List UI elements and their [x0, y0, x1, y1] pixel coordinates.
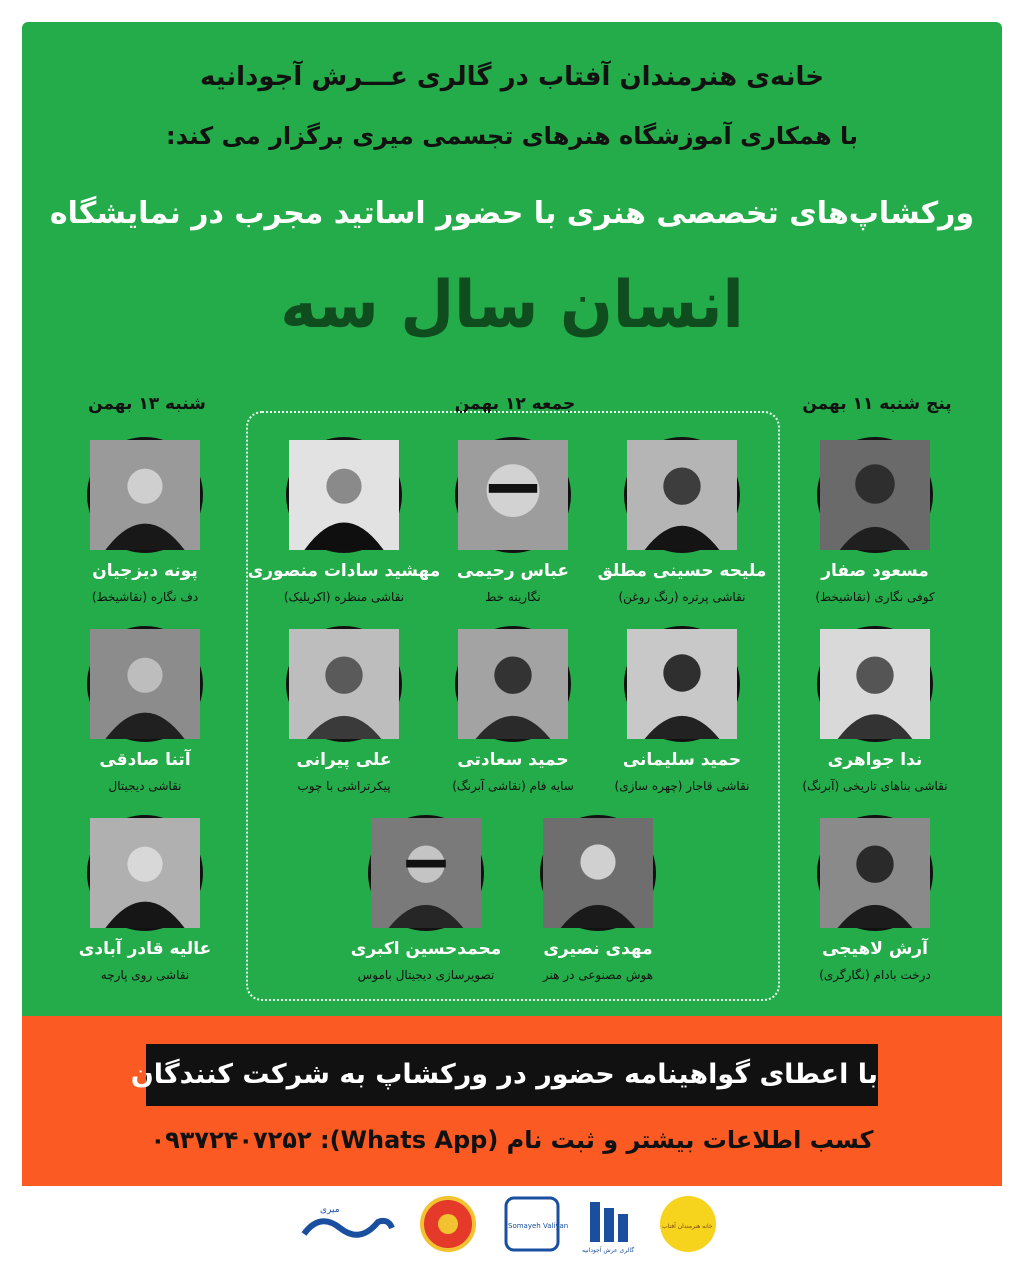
person-role: پیکرتراشی با چوب — [297, 779, 391, 793]
arsh-gallery-logo — [580, 1194, 635, 1254]
person-name: عالیه قادر آبادی — [78, 939, 212, 959]
institute-emblem-logo — [418, 1194, 478, 1254]
sponsor-logos — [300, 1194, 730, 1258]
person-name: آرش لاهیجی — [822, 939, 928, 959]
certificate-banner: با اعطای گواهینامه حضور در ورکشاپ به شرکت کنندگان — [146, 1044, 878, 1106]
miri-logo — [300, 1194, 395, 1254]
portrait-photo — [87, 437, 203, 553]
person-role: نقاشی قاجار (چهره سازی) — [614, 779, 750, 793]
person-name: محمدحسین اکبری — [350, 939, 502, 959]
portrait-photo — [817, 626, 933, 742]
portrait-photo — [286, 626, 402, 742]
arsh-logo-text: گالری عرش آجودانیه — [582, 1247, 635, 1254]
portrait-photo — [817, 815, 933, 931]
person-role: نقاشی بناهای تاریخی (آبرنگ) — [802, 779, 948, 793]
person-role: دف نگاره (نقاشیخط) — [91, 590, 199, 604]
somayeh-valiyan-logo — [502, 1194, 569, 1254]
somayeh-logo-text: Somayeh Valiyan — [508, 1222, 569, 1230]
person-name: علی پیرانی — [296, 750, 392, 770]
portrait-photo — [540, 815, 656, 931]
person-role: نقاشی پرتره (رنگ روغن) — [618, 590, 746, 604]
person-role: هوش مصنوعی در هنر — [542, 968, 654, 982]
portrait-photo — [286, 437, 402, 553]
person-role: کوفی نگاری (نقاشیخط) — [815, 590, 935, 604]
contact-info: کسب اطلاعات بیشتر و ثبت نام (Whats App): ۰۹۳۷۲۴۰۷۲۵۲ — [150, 1126, 874, 1154]
day-label-friday: جمعه ۱۲ بهمن — [454, 394, 576, 414]
person-name: حمید سلیمانی — [622, 750, 742, 770]
person-role: نگارینه خط — [485, 590, 541, 604]
portrait-photo — [455, 626, 571, 742]
person-name: آتنا صادقی — [99, 750, 191, 770]
person-name: مسعود صفار — [821, 561, 929, 581]
header-line-2: با همکاری آموزشگاه هنرهای تجسمی میری برگزار می کند: — [166, 122, 858, 150]
person-name: مهشید سادات منصوری — [247, 561, 441, 581]
person-role: سایه فام (نقاشی آبرنگ) — [452, 779, 574, 793]
person-name: عباس رحیمی — [457, 561, 569, 581]
person-role: نقاشی روی پارچه — [100, 968, 190, 982]
portrait-photo — [624, 437, 740, 553]
header-line-3: ورکشاپ‌های تخصصی هنری با حضور اساتید مجرب در نمایشگاه — [49, 196, 975, 231]
person-name: ملیحه حسینی مطلق — [597, 561, 767, 581]
header-line-1: خانه‌ی هنرمندان آفتاب در گالری عـــرش آجودانیه — [199, 62, 825, 92]
portrait-photo — [817, 437, 933, 553]
person-name: حمید سعادتی — [457, 750, 569, 770]
portrait-photo — [455, 437, 571, 553]
person-role: نقاشی دیجیتال — [108, 779, 182, 793]
portrait-photo — [87, 626, 203, 742]
portrait-photo — [87, 815, 203, 931]
day-label-saturday: شنبه ۱۳ بهمن — [88, 394, 206, 414]
aftab-logo — [658, 1194, 718, 1254]
person-role: تصویرسازی دیجیتال باموس — [357, 968, 495, 982]
person-role: درخت بادام (نگارگری) — [819, 968, 931, 982]
person-name: مهدی نصیری — [543, 939, 653, 959]
person-name: ندا جواهری — [827, 750, 923, 770]
person-role: نقاشی منظره (اکریلیک) — [283, 590, 405, 604]
exhibition-title: انسان سال سه — [280, 266, 744, 343]
person-name: پونه دیزجیان — [92, 561, 198, 581]
aftab-logo-text: خانه هنرمندان آفتاب — [662, 1223, 713, 1230]
day-label-thursday: پنج شنبه ۱۱ بهمن — [802, 394, 952, 414]
portrait-photo — [368, 815, 484, 931]
portrait-photo — [624, 626, 740, 742]
miri-logo-text: میری — [320, 1205, 340, 1215]
